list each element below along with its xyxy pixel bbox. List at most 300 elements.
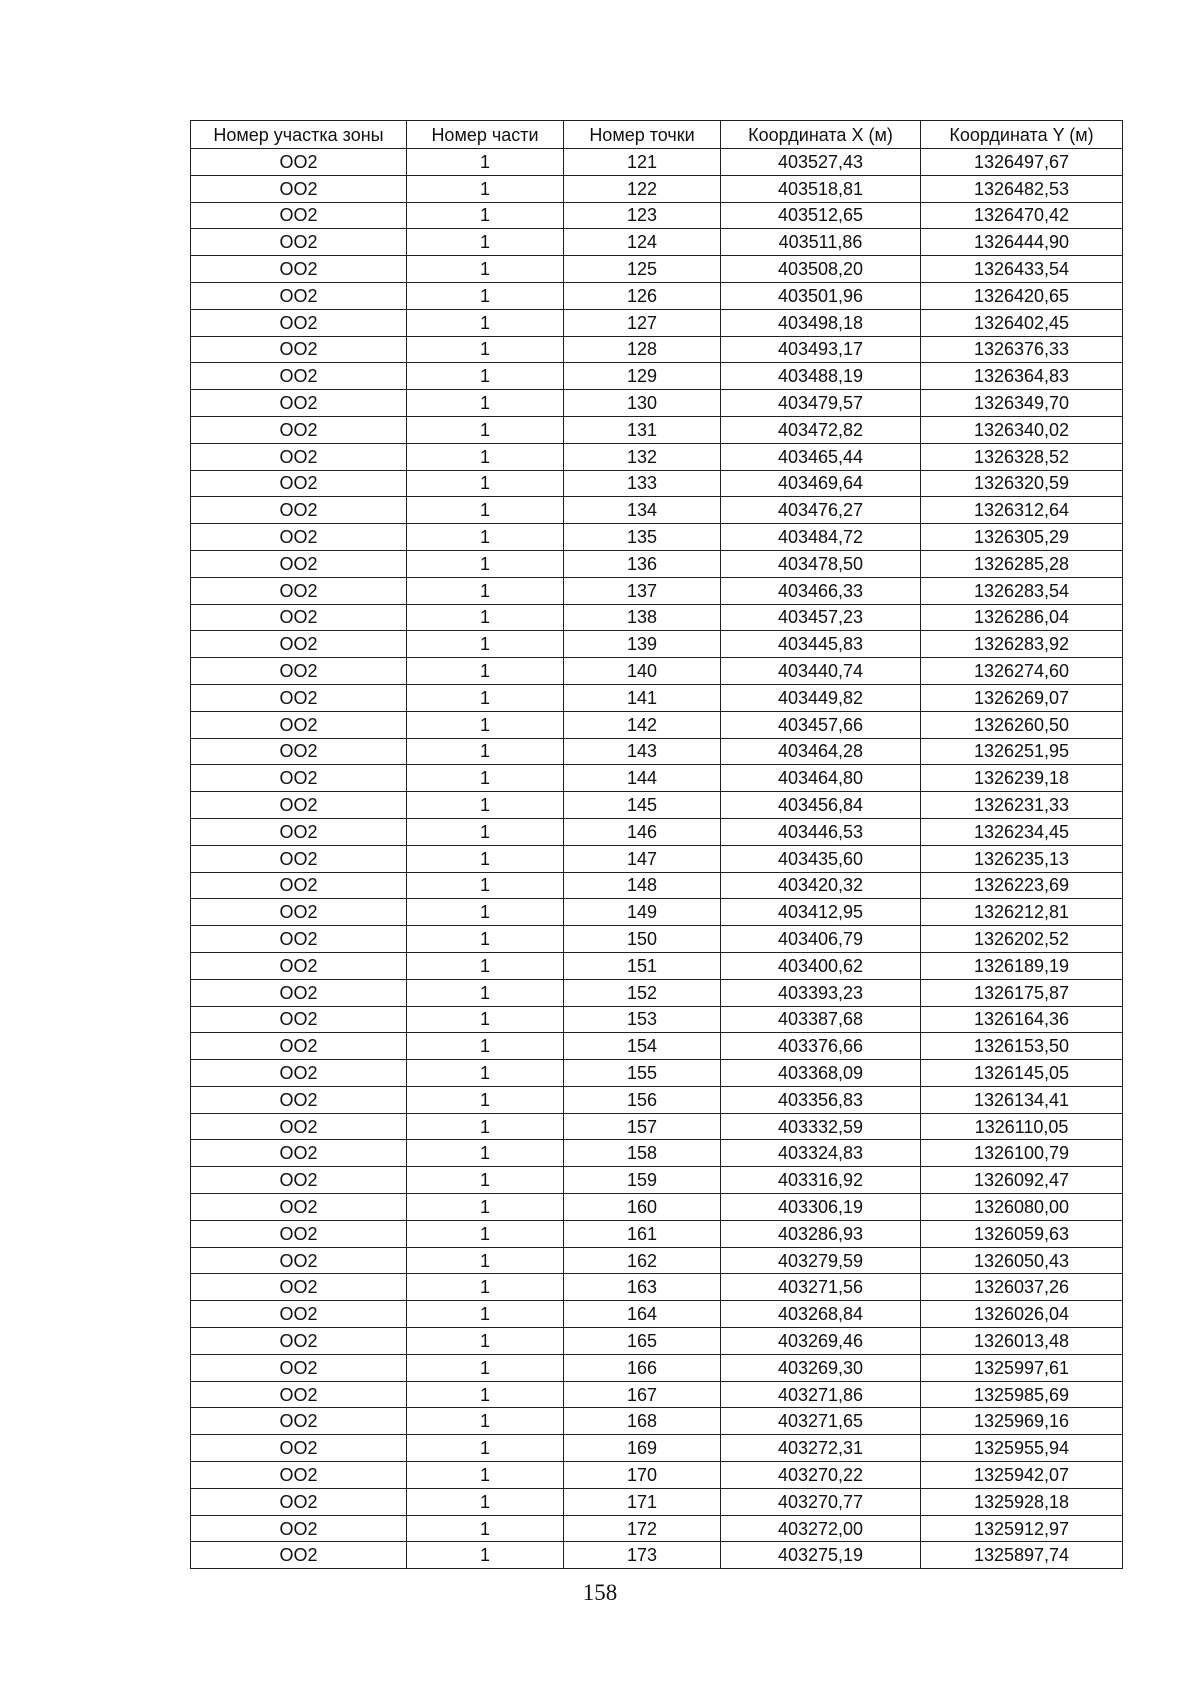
cell-coordinate-x: 403435,60 — [721, 845, 921, 872]
cell-coordinate-x: 403356,83 — [721, 1086, 921, 1113]
cell-point-number: 162 — [564, 1247, 721, 1274]
cell-coordinate-x: 403406,79 — [721, 926, 921, 953]
cell-point-number: 168 — [564, 1408, 721, 1435]
table-row — [191, 1274, 1123, 1301]
cell-coordinate-y: 1326212,81 — [921, 899, 1123, 926]
cell-part-number: 1 — [407, 390, 564, 417]
cell-coordinate-x: 403271,56 — [721, 1274, 921, 1301]
cell-coordinate-x: 403457,23 — [721, 604, 921, 631]
cell-coordinate-y: 1326260,50 — [921, 711, 1123, 738]
cell-part-number: 1 — [407, 765, 564, 792]
cell-coordinate-y: 1326234,45 — [921, 818, 1123, 845]
cell-part-number: 1 — [407, 792, 564, 819]
cell-coordinate-y: 1326320,59 — [921, 470, 1123, 497]
cell-coordinate-x: 403484,72 — [721, 524, 921, 551]
table-row — [191, 1167, 1123, 1194]
header-zone-section: Номер участка зоны — [191, 121, 407, 149]
cell-part-number: 1 — [407, 497, 564, 524]
table-row — [191, 1435, 1123, 1462]
table-row — [191, 336, 1123, 363]
cell-part-number: 1 — [407, 604, 564, 631]
cell-point-number: 126 — [564, 282, 721, 309]
cell-coordinate-x: 403469,64 — [721, 470, 921, 497]
table-row — [191, 631, 1123, 658]
header-coordinate-y: Координата Y (м) — [921, 121, 1123, 149]
table-row — [191, 765, 1123, 792]
cell-zone-section: OO2 — [191, 1488, 407, 1515]
cell-point-number: 165 — [564, 1328, 721, 1355]
cell-part-number: 1 — [407, 1086, 564, 1113]
cell-coordinate-x: 403456,84 — [721, 792, 921, 819]
cell-zone-section: OO2 — [191, 631, 407, 658]
table-row — [191, 1408, 1123, 1435]
cell-coordinate-y: 1326013,48 — [921, 1328, 1123, 1355]
cell-part-number: 1 — [407, 1274, 564, 1301]
cell-part-number: 1 — [407, 684, 564, 711]
cell-coordinate-y: 1326134,41 — [921, 1086, 1123, 1113]
table-row — [191, 1488, 1123, 1515]
cell-point-number: 133 — [564, 470, 721, 497]
cell-zone-section: OO2 — [191, 256, 407, 283]
cell-coordinate-y: 1326497,67 — [921, 149, 1123, 176]
cell-coordinate-x: 403368,09 — [721, 1060, 921, 1087]
cell-part-number: 1 — [407, 658, 564, 685]
cell-point-number: 155 — [564, 1060, 721, 1087]
cell-zone-section: OO2 — [191, 577, 407, 604]
cell-point-number: 138 — [564, 604, 721, 631]
cell-part-number: 1 — [407, 1488, 564, 1515]
table-body — [191, 149, 1123, 1569]
cell-coordinate-y: 1325912,97 — [921, 1515, 1123, 1542]
cell-point-number: 122 — [564, 175, 721, 202]
table-row — [191, 899, 1123, 926]
table-row — [191, 1542, 1123, 1569]
table-row — [191, 1354, 1123, 1381]
table-row — [191, 443, 1123, 470]
cell-part-number: 1 — [407, 738, 564, 765]
table-row — [191, 1381, 1123, 1408]
cell-coordinate-x: 403420,32 — [721, 872, 921, 899]
cell-coordinate-y: 1326050,43 — [921, 1247, 1123, 1274]
cell-coordinate-y: 1326312,64 — [921, 497, 1123, 524]
table-row — [191, 1033, 1123, 1060]
cell-point-number: 161 — [564, 1220, 721, 1247]
cell-coordinate-y: 1326189,19 — [921, 952, 1123, 979]
cell-coordinate-y: 1326433,54 — [921, 256, 1123, 283]
cell-part-number: 1 — [407, 524, 564, 551]
header-coordinate-x: Координата X (м) — [721, 121, 921, 149]
table-header-row — [191, 121, 1123, 149]
table-row — [191, 550, 1123, 577]
cell-coordinate-x: 403518,81 — [721, 175, 921, 202]
cell-coordinate-x: 403498,18 — [721, 309, 921, 336]
table-row — [191, 202, 1123, 229]
cell-part-number: 1 — [407, 229, 564, 256]
cell-point-number: 157 — [564, 1113, 721, 1140]
cell-coordinate-y: 1326482,53 — [921, 175, 1123, 202]
cell-zone-section: OO2 — [191, 1220, 407, 1247]
cell-zone-section: OO2 — [191, 1274, 407, 1301]
cell-coordinate-y: 1326153,50 — [921, 1033, 1123, 1060]
cell-coordinate-y: 1326026,04 — [921, 1301, 1123, 1328]
table-row — [191, 175, 1123, 202]
cell-coordinate-x: 403270,77 — [721, 1488, 921, 1515]
table-row — [191, 1086, 1123, 1113]
table-row — [191, 738, 1123, 765]
cell-coordinate-y: 1326305,29 — [921, 524, 1123, 551]
cell-point-number: 147 — [564, 845, 721, 872]
cell-coordinate-y: 1326235,13 — [921, 845, 1123, 872]
cell-coordinate-x: 403465,44 — [721, 443, 921, 470]
cell-point-number: 129 — [564, 363, 721, 390]
cell-coordinate-y: 1325928,18 — [921, 1488, 1123, 1515]
cell-coordinate-x: 403271,86 — [721, 1381, 921, 1408]
cell-coordinate-y: 1326286,04 — [921, 604, 1123, 631]
cell-point-number: 121 — [564, 149, 721, 176]
cell-zone-section: OO2 — [191, 309, 407, 336]
table-row — [191, 1220, 1123, 1247]
cell-part-number: 1 — [407, 1542, 564, 1569]
cell-coordinate-y: 1326175,87 — [921, 979, 1123, 1006]
cell-zone-section: OO2 — [191, 1408, 407, 1435]
cell-zone-section: OO2 — [191, 1194, 407, 1221]
cell-coordinate-x: 403527,43 — [721, 149, 921, 176]
cell-point-number: 167 — [564, 1381, 721, 1408]
cell-zone-section: OO2 — [191, 202, 407, 229]
table-row — [191, 309, 1123, 336]
cell-zone-section: OO2 — [191, 979, 407, 1006]
table-row — [191, 282, 1123, 309]
cell-part-number: 1 — [407, 899, 564, 926]
cell-part-number: 1 — [407, 1033, 564, 1060]
cell-point-number: 130 — [564, 390, 721, 417]
cell-coordinate-x: 403466,33 — [721, 577, 921, 604]
cell-coordinate-x: 403440,74 — [721, 658, 921, 685]
cell-part-number: 1 — [407, 550, 564, 577]
cell-zone-section: OO2 — [191, 390, 407, 417]
cell-zone-section: OO2 — [191, 282, 407, 309]
table-row — [191, 952, 1123, 979]
cell-coordinate-y: 1326202,52 — [921, 926, 1123, 953]
table-row — [191, 497, 1123, 524]
cell-coordinate-y: 1326283,92 — [921, 631, 1123, 658]
table-row — [191, 524, 1123, 551]
cell-zone-section: OO2 — [191, 524, 407, 551]
cell-zone-section: OO2 — [191, 1301, 407, 1328]
cell-coordinate-x: 403508,20 — [721, 256, 921, 283]
cell-coordinate-x: 403464,80 — [721, 765, 921, 792]
cell-coordinate-y: 1326420,65 — [921, 282, 1123, 309]
cell-zone-section: OO2 — [191, 1113, 407, 1140]
header-point-number: Номер точки — [564, 121, 721, 149]
cell-part-number: 1 — [407, 256, 564, 283]
cell-part-number: 1 — [407, 631, 564, 658]
cell-coordinate-x: 403269,46 — [721, 1328, 921, 1355]
cell-point-number: 170 — [564, 1462, 721, 1489]
cell-coordinate-x: 403271,65 — [721, 1408, 921, 1435]
cell-part-number: 1 — [407, 416, 564, 443]
cell-part-number: 1 — [407, 336, 564, 363]
cell-coordinate-x: 403279,59 — [721, 1247, 921, 1274]
cell-coordinate-x: 403464,28 — [721, 738, 921, 765]
table-row — [191, 872, 1123, 899]
cell-zone-section: OO2 — [191, 604, 407, 631]
cell-coordinate-x: 403286,93 — [721, 1220, 921, 1247]
cell-coordinate-x: 403272,00 — [721, 1515, 921, 1542]
cell-zone-section: OO2 — [191, 1354, 407, 1381]
cell-point-number: 166 — [564, 1354, 721, 1381]
cell-point-number: 123 — [564, 202, 721, 229]
cell-part-number: 1 — [407, 1408, 564, 1435]
cell-zone-section: OO2 — [191, 1381, 407, 1408]
cell-coordinate-y: 1326145,05 — [921, 1060, 1123, 1087]
cell-coordinate-y: 1326364,83 — [921, 363, 1123, 390]
table-row — [191, 1301, 1123, 1328]
cell-coordinate-x: 403457,66 — [721, 711, 921, 738]
cell-coordinate-y: 1326283,54 — [921, 577, 1123, 604]
cell-part-number: 1 — [407, 711, 564, 738]
cell-coordinate-x: 403275,19 — [721, 1542, 921, 1569]
cell-zone-section: OO2 — [191, 952, 407, 979]
cell-point-number: 124 — [564, 229, 721, 256]
cell-part-number: 1 — [407, 926, 564, 953]
cell-point-number: 164 — [564, 1301, 721, 1328]
cell-zone-section: OO2 — [191, 336, 407, 363]
table-row — [191, 818, 1123, 845]
table-row — [191, 1140, 1123, 1167]
cell-zone-section: OO2 — [191, 872, 407, 899]
cell-zone-section: OO2 — [191, 899, 407, 926]
cell-zone-section: OO2 — [191, 1006, 407, 1033]
cell-coordinate-y: 1326376,33 — [921, 336, 1123, 363]
table-row — [191, 1515, 1123, 1542]
cell-coordinate-y: 1326231,33 — [921, 792, 1123, 819]
cell-zone-section: OO2 — [191, 1167, 407, 1194]
cell-zone-section: OO2 — [191, 416, 407, 443]
cell-zone-section: OO2 — [191, 658, 407, 685]
cell-zone-section: OO2 — [191, 1060, 407, 1087]
cell-part-number: 1 — [407, 470, 564, 497]
cell-part-number: 1 — [407, 979, 564, 1006]
cell-zone-section: OO2 — [191, 1462, 407, 1489]
cell-part-number: 1 — [407, 1140, 564, 1167]
cell-part-number: 1 — [407, 282, 564, 309]
cell-coordinate-x: 403306,19 — [721, 1194, 921, 1221]
cell-coordinate-x: 403387,68 — [721, 1006, 921, 1033]
cell-coordinate-y: 1326328,52 — [921, 443, 1123, 470]
cell-zone-section: OO2 — [191, 818, 407, 845]
cell-coordinate-y: 1326080,00 — [921, 1194, 1123, 1221]
cell-point-number: 169 — [564, 1435, 721, 1462]
cell-part-number: 1 — [407, 1435, 564, 1462]
cell-coordinate-x: 403446,53 — [721, 818, 921, 845]
cell-zone-section: OO2 — [191, 497, 407, 524]
cell-coordinate-y: 1326251,95 — [921, 738, 1123, 765]
cell-coordinate-x: 403324,83 — [721, 1140, 921, 1167]
cell-point-number: 144 — [564, 765, 721, 792]
table-row — [191, 416, 1123, 443]
table-row — [191, 792, 1123, 819]
cell-point-number: 145 — [564, 792, 721, 819]
cell-point-number: 125 — [564, 256, 721, 283]
cell-part-number: 1 — [407, 1247, 564, 1274]
cell-coordinate-x: 403400,62 — [721, 952, 921, 979]
cell-part-number: 1 — [407, 1328, 564, 1355]
cell-point-number: 150 — [564, 926, 721, 953]
cell-coordinate-x: 403501,96 — [721, 282, 921, 309]
coordinates-table — [190, 120, 1123, 1569]
cell-coordinate-y: 1326164,36 — [921, 1006, 1123, 1033]
cell-part-number: 1 — [407, 1060, 564, 1087]
cell-zone-section: OO2 — [191, 792, 407, 819]
cell-coordinate-y: 1326444,90 — [921, 229, 1123, 256]
cell-coordinate-y: 1326037,26 — [921, 1274, 1123, 1301]
cell-coordinate-y: 1325955,94 — [921, 1435, 1123, 1462]
cell-point-number: 141 — [564, 684, 721, 711]
cell-coordinate-y: 1326402,45 — [921, 309, 1123, 336]
cell-point-number: 137 — [564, 577, 721, 604]
cell-part-number: 1 — [407, 363, 564, 390]
cell-part-number: 1 — [407, 175, 564, 202]
cell-point-number: 154 — [564, 1033, 721, 1060]
cell-coordinate-y: 1325969,16 — [921, 1408, 1123, 1435]
cell-zone-section: OO2 — [191, 363, 407, 390]
cell-point-number: 158 — [564, 1140, 721, 1167]
cell-coordinate-x: 403412,95 — [721, 899, 921, 926]
cell-zone-section: OO2 — [191, 711, 407, 738]
cell-coordinate-x: 403376,66 — [721, 1033, 921, 1060]
cell-point-number: 151 — [564, 952, 721, 979]
table-row — [191, 149, 1123, 176]
cell-part-number: 1 — [407, 1301, 564, 1328]
table-row — [191, 577, 1123, 604]
cell-coordinate-x: 403479,57 — [721, 390, 921, 417]
cell-coordinate-y: 1326349,70 — [921, 390, 1123, 417]
cell-coordinate-x: 403332,59 — [721, 1113, 921, 1140]
cell-point-number: 135 — [564, 524, 721, 551]
cell-zone-section: OO2 — [191, 443, 407, 470]
cell-point-number: 132 — [564, 443, 721, 470]
cell-part-number: 1 — [407, 1381, 564, 1408]
cell-coordinate-x: 403316,92 — [721, 1167, 921, 1194]
cell-point-number: 139 — [564, 631, 721, 658]
cell-point-number: 127 — [564, 309, 721, 336]
cell-part-number: 1 — [407, 1006, 564, 1033]
cell-part-number: 1 — [407, 577, 564, 604]
cell-zone-section: OO2 — [191, 175, 407, 202]
table-row — [191, 1194, 1123, 1221]
cell-zone-section: OO2 — [191, 1515, 407, 1542]
cell-point-number: 159 — [564, 1167, 721, 1194]
cell-part-number: 1 — [407, 818, 564, 845]
cell-coordinate-y: 1326274,60 — [921, 658, 1123, 685]
cell-zone-section: OO2 — [191, 1086, 407, 1113]
cell-coordinate-x: 403478,50 — [721, 550, 921, 577]
cell-part-number: 1 — [407, 1167, 564, 1194]
cell-zone-section: OO2 — [191, 550, 407, 577]
cell-part-number: 1 — [407, 952, 564, 979]
cell-point-number: 160 — [564, 1194, 721, 1221]
cell-zone-section: OO2 — [191, 1247, 407, 1274]
cell-part-number: 1 — [407, 1462, 564, 1489]
table-row — [191, 1328, 1123, 1355]
cell-point-number: 136 — [564, 550, 721, 577]
page-number: 158 — [582, 1580, 618, 1605]
table-row — [191, 926, 1123, 953]
table-row — [191, 1006, 1123, 1033]
cell-zone-section: OO2 — [191, 1140, 407, 1167]
cell-coordinate-x: 403493,17 — [721, 336, 921, 363]
cell-coordinate-x: 403268,84 — [721, 1301, 921, 1328]
header-part-number: Номер части — [407, 121, 564, 149]
cell-coordinate-y: 1326239,18 — [921, 765, 1123, 792]
cell-coordinate-y: 1326285,28 — [921, 550, 1123, 577]
cell-zone-section: OO2 — [191, 684, 407, 711]
cell-zone-section: OO2 — [191, 1542, 407, 1569]
cell-zone-section: OO2 — [191, 149, 407, 176]
cell-point-number: 148 — [564, 872, 721, 899]
cell-coordinate-y: 1325997,61 — [921, 1354, 1123, 1381]
cell-point-number: 146 — [564, 818, 721, 845]
table-row — [191, 1113, 1123, 1140]
cell-coordinate-x: 403393,23 — [721, 979, 921, 1006]
cell-zone-section: OO2 — [191, 229, 407, 256]
cell-coordinate-y: 1326269,07 — [921, 684, 1123, 711]
table-row — [191, 363, 1123, 390]
table-row — [191, 711, 1123, 738]
cell-zone-section: OO2 — [191, 926, 407, 953]
cell-part-number: 1 — [407, 202, 564, 229]
cell-zone-section: OO2 — [191, 1033, 407, 1060]
cell-coordinate-y: 1326470,42 — [921, 202, 1123, 229]
cell-point-number: 173 — [564, 1542, 721, 1569]
cell-zone-section: OO2 — [191, 470, 407, 497]
cell-coordinate-y: 1326223,69 — [921, 872, 1123, 899]
cell-part-number: 1 — [407, 845, 564, 872]
cell-point-number: 149 — [564, 899, 721, 926]
cell-coordinate-x: 403445,83 — [721, 631, 921, 658]
cell-point-number: 156 — [564, 1086, 721, 1113]
cell-point-number: 128 — [564, 336, 721, 363]
cell-point-number: 163 — [564, 1274, 721, 1301]
table-row — [191, 1247, 1123, 1274]
cell-part-number: 1 — [407, 872, 564, 899]
cell-zone-section: OO2 — [191, 1435, 407, 1462]
cell-zone-section: OO2 — [191, 738, 407, 765]
table-row — [191, 658, 1123, 685]
cell-coordinate-y: 1325897,74 — [921, 1542, 1123, 1569]
cell-part-number: 1 — [407, 1354, 564, 1381]
cell-coordinate-y: 1326340,02 — [921, 416, 1123, 443]
cell-point-number: 140 — [564, 658, 721, 685]
cell-part-number: 1 — [407, 309, 564, 336]
cell-part-number: 1 — [407, 1515, 564, 1542]
cell-point-number: 152 — [564, 979, 721, 1006]
cell-point-number: 131 — [564, 416, 721, 443]
cell-zone-section: OO2 — [191, 845, 407, 872]
cell-coordinate-y: 1325942,07 — [921, 1462, 1123, 1489]
table-row — [191, 470, 1123, 497]
cell-point-number: 134 — [564, 497, 721, 524]
cell-point-number: 172 — [564, 1515, 721, 1542]
cell-part-number: 1 — [407, 149, 564, 176]
table-row — [191, 390, 1123, 417]
cell-part-number: 1 — [407, 1113, 564, 1140]
cell-coordinate-x: 403270,22 — [721, 1462, 921, 1489]
cell-coordinate-y: 1326059,63 — [921, 1220, 1123, 1247]
cell-coordinate-y: 1326110,05 — [921, 1113, 1123, 1140]
cell-coordinate-x: 403449,82 — [721, 684, 921, 711]
